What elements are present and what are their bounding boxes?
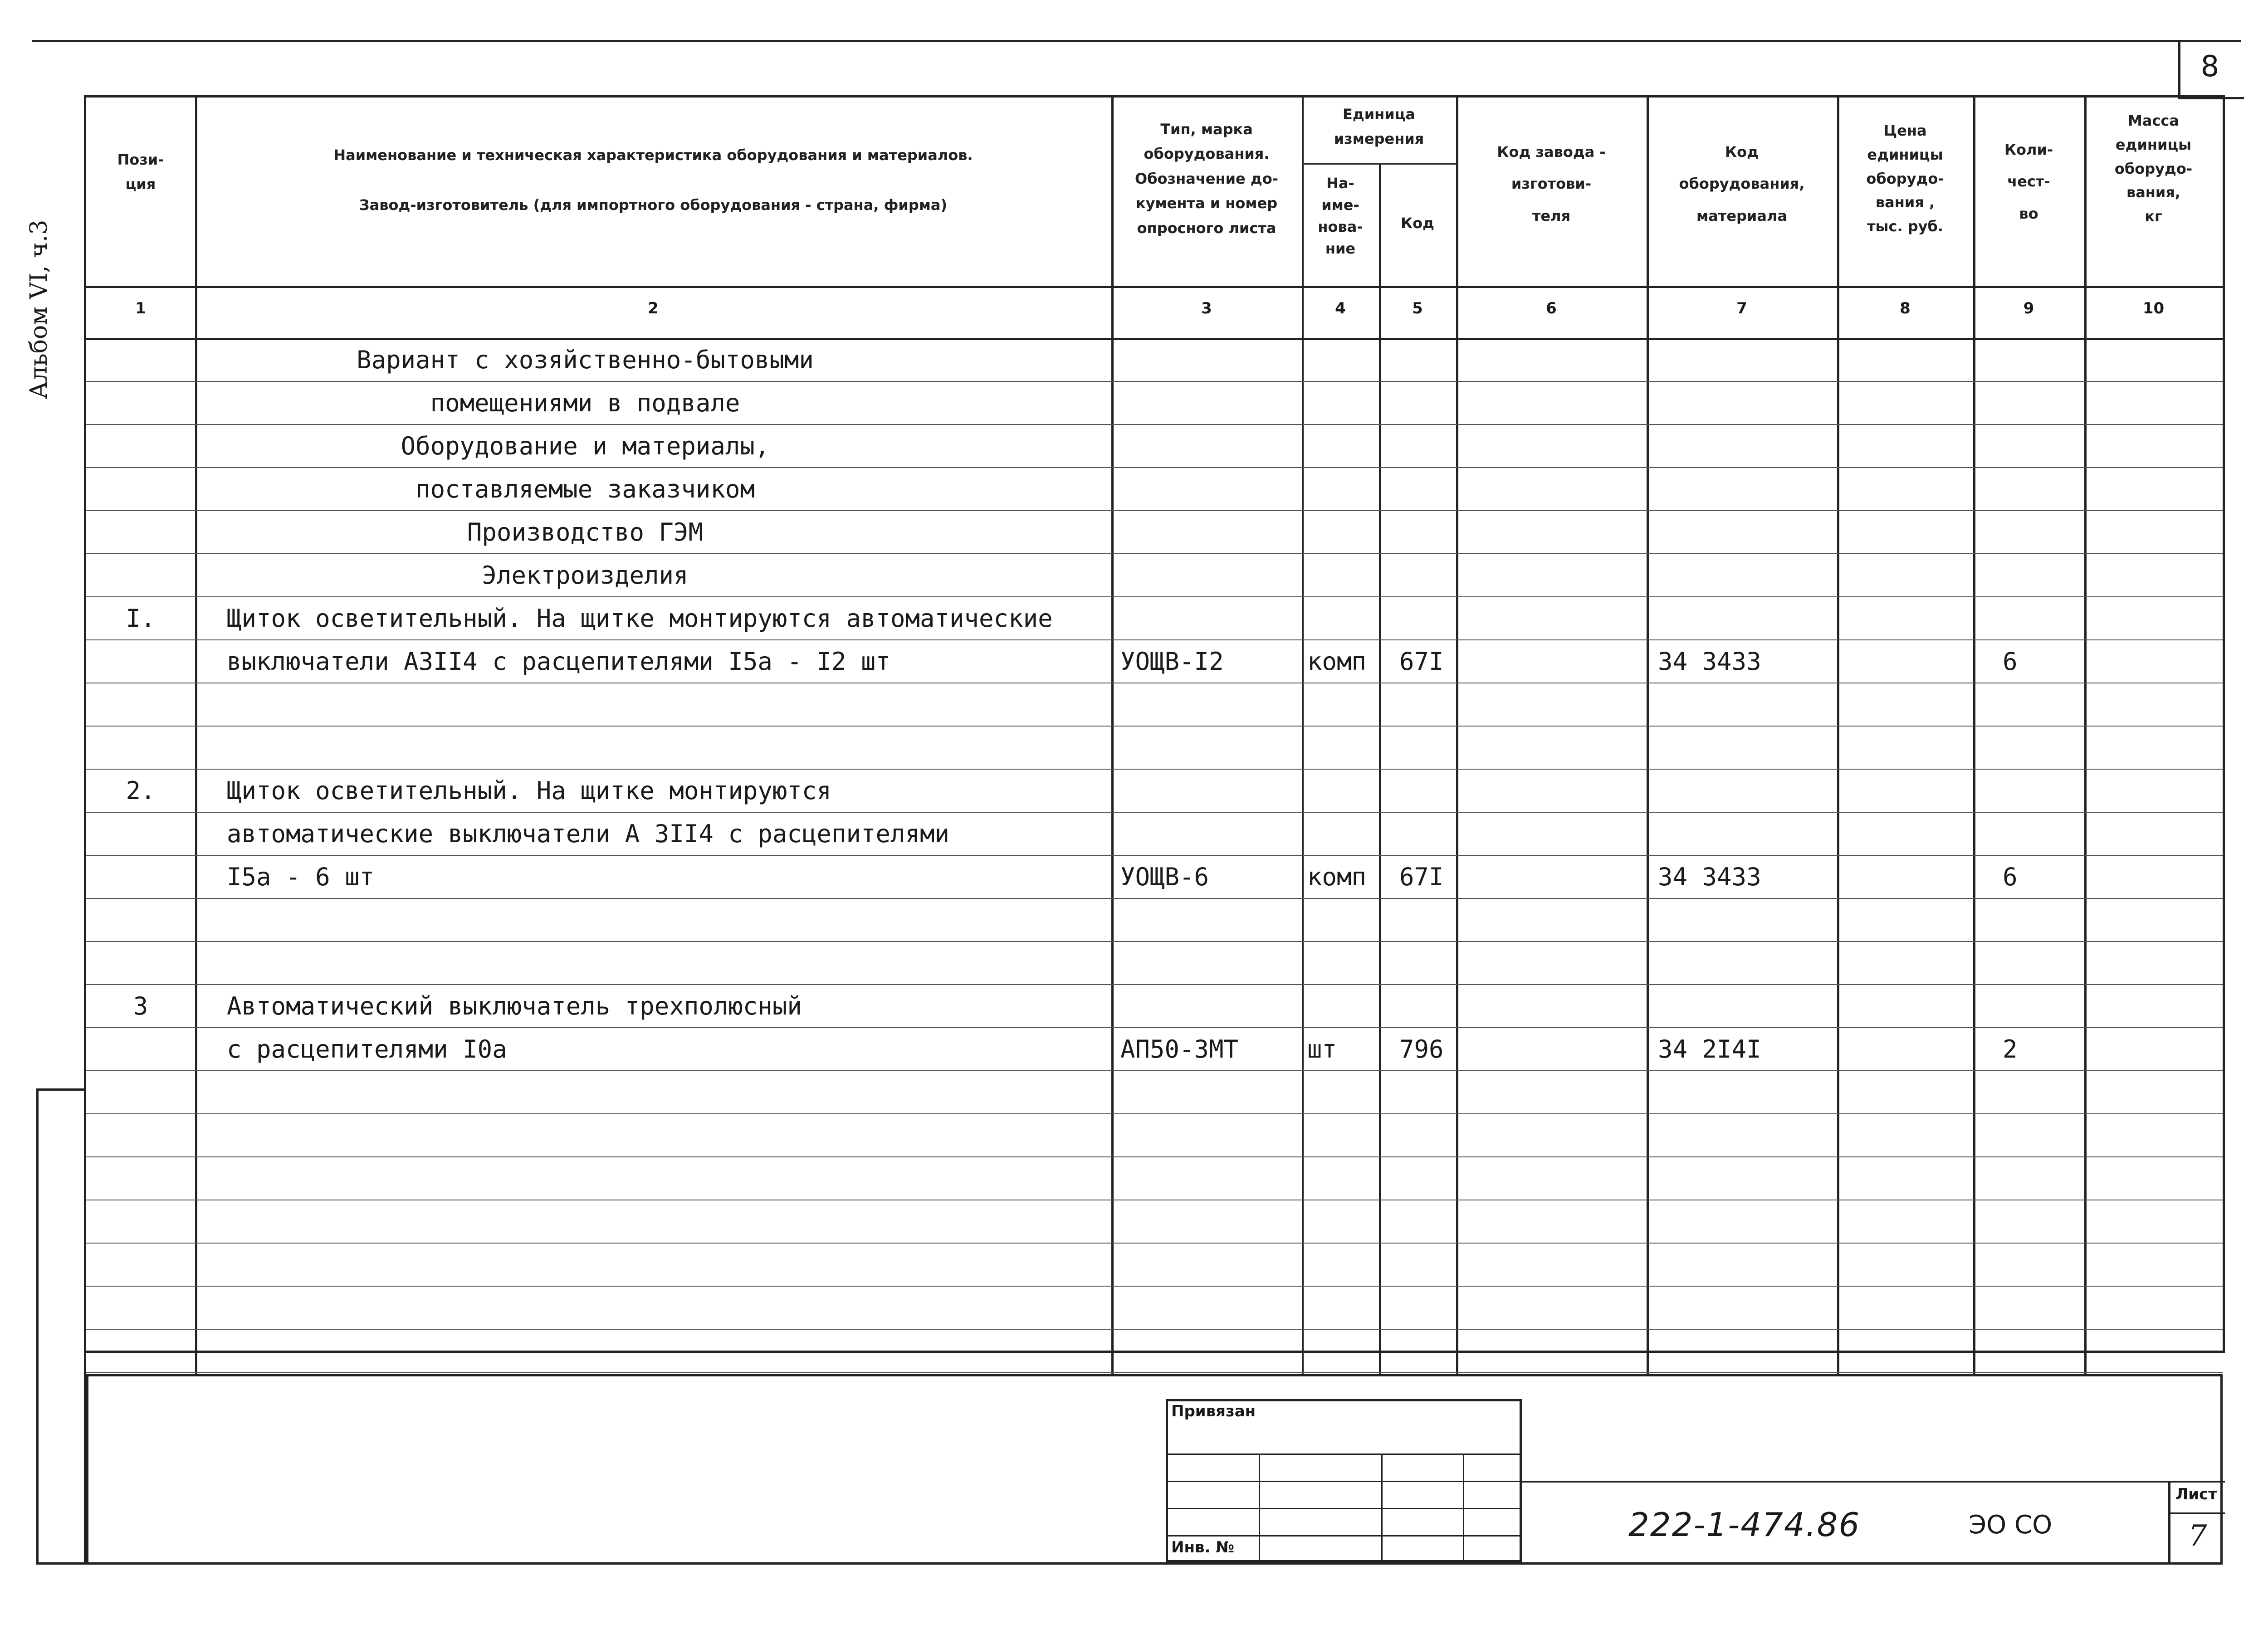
specification-table [84, 95, 2225, 1353]
table-row-line [86, 596, 2223, 597]
unit-subheader-line [1302, 163, 1456, 165]
row-equipment-code: 34 3433 [1658, 863, 1761, 891]
header-unit-code: Код [1401, 215, 1434, 232]
table-row-line [86, 1156, 2223, 1157]
row-position: 3 [133, 992, 148, 1020]
sheet-label: Лист [2175, 1485, 2217, 1503]
row-unit-name: шт [1307, 1035, 1337, 1063]
header-quantity: Коли- чест- во [2004, 141, 2053, 222]
row-section-heading: Электроизделия [482, 561, 689, 590]
row-unit-code: 796 [1399, 1035, 1444, 1063]
album-side-label: Альбом VI, ч.3 [25, 219, 53, 399]
table-row-line [86, 984, 2223, 985]
row-item-name: Автоматический выключатель трехполюсный [227, 992, 802, 1020]
table-row-line [86, 381, 2223, 382]
header-unit-mass: Масса единицы оборудо- вания, кг [2114, 112, 2193, 225]
row-item-name: автоматические выключатели А 3II4 с расцепителями [227, 819, 950, 848]
row-item-name: Щиток осветительный. На щитке монтируются автоматические [227, 604, 1053, 633]
table-row-line [86, 1243, 2223, 1244]
document-section: ЭО СО [1969, 1510, 2053, 1540]
table-row-line [86, 726, 2223, 727]
header-type: Тип, марка оборудования. Обозначение до- кумента и номер опросного листа [1135, 121, 1278, 237]
row-unit-code: 67I [1399, 863, 1444, 891]
sheet-number: 7 [2188, 1519, 2207, 1553]
row-item-name: I5а - 6 шт [227, 863, 375, 891]
header-equipment-code: Код оборудования, материала [1679, 143, 1805, 224]
row-section-heading: помещениями в подвале [430, 389, 740, 417]
column-number: 7 [1736, 299, 1747, 317]
column-number: 3 [1201, 299, 1212, 317]
header-name-line2: Завод-изготовитель (для импортного оборудования - страна, фирма) [359, 196, 948, 214]
row-item-name: Щиток осветительный. На щитке монтируются [227, 776, 831, 805]
row-quantity: 2 [2003, 1035, 2018, 1063]
row-type: УОЩВ-6 [1120, 863, 1209, 891]
row-position: 2. [126, 776, 156, 805]
row-quantity: 6 [2003, 863, 2018, 891]
row-item-name: с расцепителями I0а [227, 1035, 507, 1063]
table-row-line [86, 424, 2223, 425]
table-row-line [86, 1372, 2223, 1373]
table-row-line [86, 510, 2223, 511]
row-type: УОЩВ-I2 [1120, 647, 1224, 676]
header-unit-name: На- име- нова- ние [1318, 175, 1363, 257]
column-number: 5 [1412, 299, 1423, 317]
table-row-line [86, 467, 2223, 468]
row-item-name: выключатели А3II4 с расцепителями I5а - I2 шт [227, 647, 890, 676]
column-number: 2 [648, 299, 659, 317]
table-row-line [86, 898, 2223, 899]
column-number: 4 [1335, 299, 1346, 317]
table-row-line [86, 1329, 2223, 1330]
table-row-line [86, 855, 2223, 856]
page-number: 8 [2200, 50, 2219, 83]
stamp-privyazan-label: Привязан [1171, 1402, 1256, 1420]
row-section-heading: Вариант с хозяйственно-бытовыми [357, 346, 814, 374]
table-row-line [86, 812, 2223, 813]
column-number: 1 [135, 299, 146, 317]
row-unit-name: комп [1307, 863, 1367, 891]
approval-side-strip [36, 1088, 86, 1565]
top-rule [32, 40, 2241, 42]
header-unit-group: Единица измерения [1334, 106, 1424, 148]
table-row-line [86, 1113, 2223, 1114]
row-quantity: 6 [2003, 647, 2018, 676]
row-section-heading: Производство ГЭМ [467, 518, 704, 546]
stamp-inv-label: Инв. № [1171, 1538, 1235, 1556]
row-section-heading: Оборудование и материалы, [401, 432, 770, 460]
column-number: 6 [1546, 299, 1557, 317]
row-equipment-code: 34 2I4I [1658, 1035, 1761, 1063]
table-row-line [86, 1070, 2223, 1071]
title-block-frame [86, 1374, 2223, 1565]
row-type: АП50-3МТ [1120, 1035, 1239, 1063]
table-row-line [86, 1027, 2223, 1028]
column-number: 9 [2023, 299, 2034, 317]
row-equipment-code: 34 3433 [1658, 647, 1761, 676]
table-row-line [86, 941, 2223, 942]
table-row-line [86, 769, 2223, 770]
row-position: I. [126, 604, 156, 633]
table-row-line [86, 1286, 2223, 1287]
row-unit-code: 67I [1399, 647, 1444, 676]
row-section-heading: поставляемые заказчиком [415, 475, 755, 503]
header-position: Пози- ция [117, 151, 164, 193]
header-bottom-line [86, 286, 2223, 288]
column-number: 8 [1900, 299, 1911, 317]
table-row-line [86, 639, 2223, 640]
header-name-line1: Наименование и техническая характеристика оборудования и материалов. [333, 146, 973, 164]
table-row-line [86, 553, 2223, 554]
column-number-bottom-line [86, 338, 2223, 340]
header-plant-code: Код завода - изготови- теля [1497, 143, 1606, 224]
header-unit-price: Цена единицы оборудо- вания , тыс. руб. [1866, 122, 1944, 235]
document-code: 222-1-474.86 [1628, 1506, 1861, 1544]
row-unit-name: комп [1307, 647, 1367, 676]
column-number: 10 [2142, 299, 2165, 317]
